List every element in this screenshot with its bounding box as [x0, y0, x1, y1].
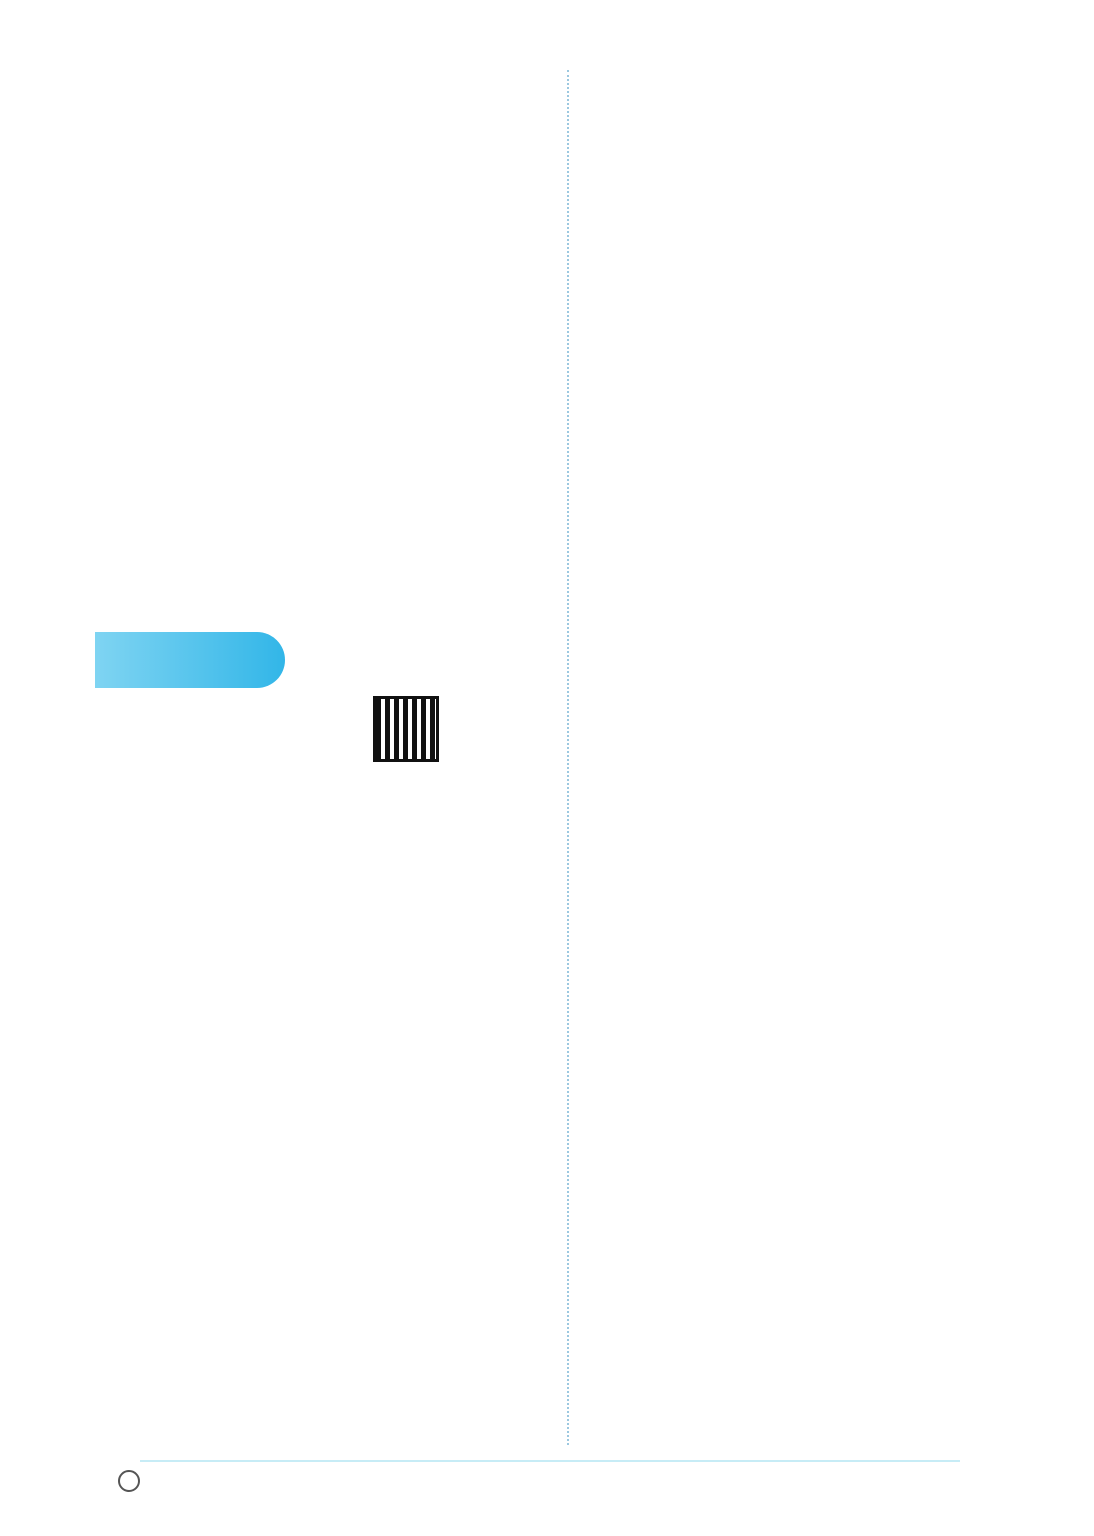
- unit2-banner: [95, 632, 285, 688]
- column-divider: [567, 70, 569, 1445]
- page-footer: [112, 1468, 140, 1493]
- qr-code-icon[interactable]: [373, 696, 439, 762]
- s3-q1-answer: [626, 1334, 647, 1362]
- edition-badge-icon: [118, 1470, 140, 1492]
- footer-divider: [140, 1460, 960, 1462]
